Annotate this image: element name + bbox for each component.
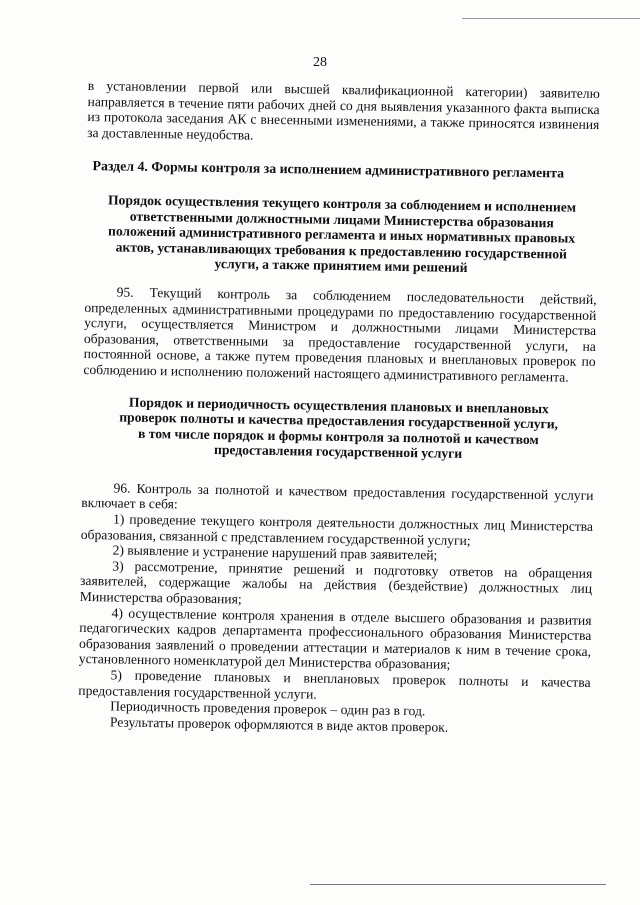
subheading-current-control (85, 192, 598, 278)
paragraph-96: 96. Контроль за полнотой и качеством предоставления государственной услуги включает в себя: (81, 480, 594, 512)
list-item: 4) осуществление контроля хранения в отделе высшего образования и развития педагогических кадров департамента профессионального образования Министерства образования заявлений о проведении аттестации и материалов к ним в течение срока, установленного номенклатурой дел Министерства образования; (78, 605, 592, 673)
document-body (78, 78, 600, 737)
page-number: 28 (313, 55, 327, 70)
subheading-inspections (82, 393, 595, 463)
subheading-line: услуги, а также принятием ими решений (214, 256, 468, 276)
subheading-line: предоставления государственной услуги (213, 442, 463, 462)
subheading-line: актов, устанавливающих требования к предоставлению государственной (115, 239, 568, 262)
subheading-line: Порядок осуществления текущего контроля за соблюдением и исполнением (107, 192, 577, 215)
paragraph-95: 95. Текущий контроль за соблюдением последовательности действий, определенных административными процедурами по предоставлению государственной услуги, осуществляется Министром и должностными лицами Министерства образования, ответственными за предоставление государственной услуги, на постоянной основе, а также путем проведения плановых и внеплановых проверок по соблюдению и исполнению положений настоящего административного регламента. (83, 284, 597, 385)
section-title: Раздел 4. Формы контроля за исполнением административного регламента (92, 158, 565, 181)
scan-edge-line (310, 884, 606, 885)
subheading-line: в том числе порядок и формы контроля за полнотой и качеством (137, 425, 539, 447)
subheading-line: ответственными должностными лицами Министерства образования (129, 208, 554, 230)
subheading-line: положений административного регламента и иных нормативных правовых (107, 223, 576, 246)
list-item: 5) проведение плановых и внеплановых проверок полноты и качества предоставления государственной услуги. (78, 667, 591, 702)
scan-edge-line (462, 18, 640, 19)
list-item: 1) проведение текущего контроля деятельности должностных лиц Министерства образования, связанной с представлением государственной услуги; (80, 511, 594, 548)
subheading-line: Порядок и периодичность осуществления плановых и внеплановых (128, 394, 549, 416)
list-item: 2) выявление и устранение нарушений прав заявителей; (112, 542, 438, 563)
periodicity-line: Периодичность проведения проверок – один раз в год. (110, 698, 426, 719)
continuation-paragraph: в установлении первой или высшей квалификационной категории) заявителю направляется в течение пяти рабочих дней со дня выявления указанного факта выписка из протокола заседания АК с внесенными изменениями, а также приносятся извинения за доставленные неудобства. (87, 78, 600, 143)
results-line: Результаты проверок оформляются в виде актов проверок. (109, 714, 449, 735)
list-item: 3) рассмотрение, принятие решений и подготовку ответов на обращения заявителей, содержащие жалобы на действия (бездействие) должностных лиц Министерства образования; (79, 558, 593, 607)
subheading-line: проверок полноты и качества предоставления государственной услуги, (119, 409, 559, 432)
